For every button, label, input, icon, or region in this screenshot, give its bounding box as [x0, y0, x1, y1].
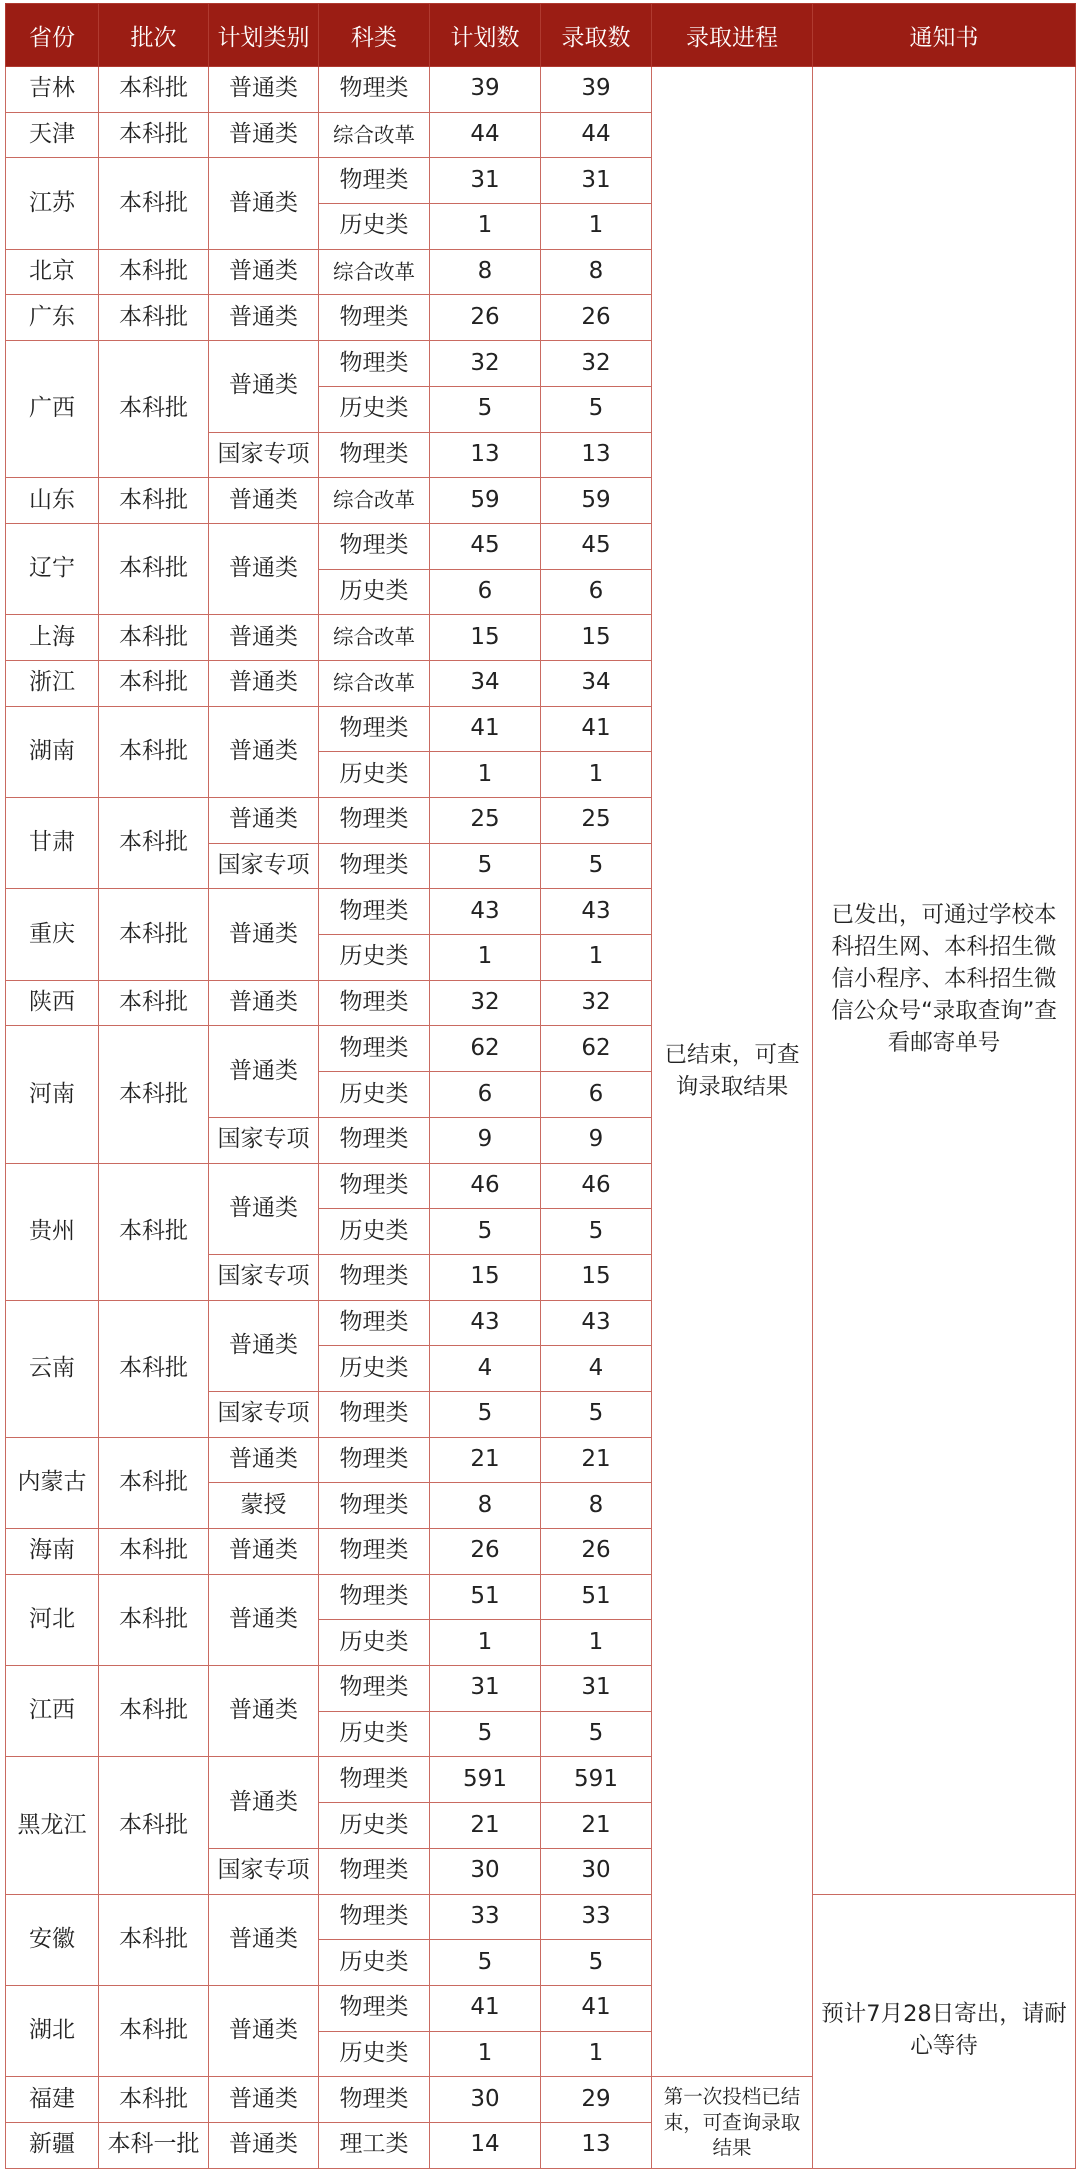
batch-cell: 本科批	[99, 112, 209, 158]
batch-cell: 本科批	[99, 1666, 209, 1757]
subject-cell: 综合改革	[319, 112, 430, 158]
admitted-count-cell: 21	[541, 1803, 652, 1849]
subject-cell: 物理类	[319, 1254, 430, 1300]
subject-cell: 历史类	[319, 569, 430, 615]
province-cell: 江苏	[6, 158, 99, 249]
plan-count-cell: 43	[430, 889, 541, 935]
batch-cell: 本科批	[99, 1529, 209, 1575]
subject-cell: 历史类	[319, 2031, 430, 2077]
subject-cell: 物理类	[319, 523, 430, 569]
subject-cell: 理工类	[319, 2122, 430, 2168]
batch-cell: 本科批	[99, 1163, 209, 1300]
subject-cell: 物理类	[319, 798, 430, 844]
admitted-count-cell: 1	[541, 204, 652, 250]
batch-cell: 本科批	[99, 295, 209, 341]
plan-count-cell: 21	[430, 1437, 541, 1483]
subject-cell: 物理类	[319, 1757, 430, 1803]
plan-count-cell: 15	[430, 615, 541, 661]
province-cell: 浙江	[6, 660, 99, 706]
batch-cell: 本科批	[99, 1026, 209, 1163]
subject-cell: 物理类	[319, 1437, 430, 1483]
plan-count-cell: 14	[430, 2122, 541, 2168]
plan-type-cell: 普通类	[209, 1529, 319, 1575]
progress-cell: 已结束，可查询录取结果	[652, 67, 813, 2077]
province-cell: 上海	[6, 615, 99, 661]
plan-type-cell: 普通类	[209, 249, 319, 295]
admitted-count-cell: 43	[541, 889, 652, 935]
plan-count-cell: 591	[430, 1757, 541, 1803]
subject-cell: 物理类	[319, 706, 430, 752]
admitted-count-cell: 8	[541, 1483, 652, 1529]
plan-count-cell: 5	[430, 1209, 541, 1255]
batch-cell: 本科批	[99, 478, 209, 524]
province-cell: 河北	[6, 1574, 99, 1665]
subject-cell: 历史类	[319, 1803, 430, 1849]
province-cell: 湖北	[6, 1985, 99, 2076]
header-row	[6, 4, 1076, 67]
batch-cell: 本科一批	[99, 2122, 209, 2168]
admitted-count-cell: 21	[541, 1437, 652, 1483]
admitted-count-cell: 31	[541, 158, 652, 204]
subject-cell: 物理类	[319, 1117, 430, 1163]
plan-count-cell: 15	[430, 1254, 541, 1300]
plan-count-cell: 31	[430, 1666, 541, 1712]
batch-cell: 本科批	[99, 889, 209, 980]
plan-count-cell: 6	[430, 569, 541, 615]
plan-count-cell: 62	[430, 1026, 541, 1072]
plan-type-cell: 普通类	[209, 1300, 319, 1391]
plan-count-cell: 43	[430, 1300, 541, 1346]
plan-type-cell: 国家专项	[209, 1117, 319, 1163]
admitted-count-cell: 29	[541, 2077, 652, 2123]
plan-type-cell: 普通类	[209, 615, 319, 661]
plan-type-cell: 普通类	[209, 158, 319, 249]
header-plan-count: 计划数	[430, 4, 541, 67]
subject-cell: 物理类	[319, 2077, 430, 2123]
plan-count-cell: 30	[430, 1848, 541, 1894]
province-cell: 广东	[6, 295, 99, 341]
admitted-count-cell: 13	[541, 432, 652, 478]
subject-cell: 综合改革	[319, 249, 430, 295]
subject-cell: 历史类	[319, 1072, 430, 1118]
admitted-count-cell: 1	[541, 2031, 652, 2077]
plan-count-cell: 5	[430, 1391, 541, 1437]
admitted-count-cell: 9	[541, 1117, 652, 1163]
batch-cell: 本科批	[99, 249, 209, 295]
plan-type-cell: 普通类	[209, 2122, 319, 2168]
admitted-count-cell: 15	[541, 1254, 652, 1300]
admitted-count-cell: 591	[541, 1757, 652, 1803]
admitted-count-cell: 45	[541, 523, 652, 569]
province-cell: 湖南	[6, 706, 99, 797]
admitted-count-cell: 5	[541, 1940, 652, 1986]
admitted-count-cell: 41	[541, 706, 652, 752]
plan-type-cell: 普通类	[209, 980, 319, 1026]
subject-cell: 物理类	[319, 1483, 430, 1529]
plan-type-cell: 普通类	[209, 1985, 319, 2076]
plan-count-cell: 31	[430, 158, 541, 204]
province-cell: 云南	[6, 1300, 99, 1437]
plan-count-cell: 46	[430, 1163, 541, 1209]
plan-type-cell: 普通类	[209, 1026, 319, 1117]
subject-cell: 综合改革	[319, 615, 430, 661]
subject-cell: 物理类	[319, 432, 430, 478]
plan-count-cell: 51	[430, 1574, 541, 1620]
plan-count-cell: 8	[430, 249, 541, 295]
admitted-count-cell: 51	[541, 1574, 652, 1620]
plan-type-cell: 国家专项	[209, 1848, 319, 1894]
progress-cell: 第一次投档已结束，可查询录取结果	[652, 2077, 813, 2168]
batch-cell: 本科批	[99, 1437, 209, 1528]
province-cell: 山东	[6, 478, 99, 524]
plan-count-cell: 34	[430, 660, 541, 706]
admitted-count-cell: 1	[541, 935, 652, 981]
province-cell: 福建	[6, 2077, 99, 2123]
plan-count-cell: 5	[430, 386, 541, 432]
subject-cell: 物理类	[319, 1391, 430, 1437]
plan-count-cell: 25	[430, 798, 541, 844]
province-cell: 陕西	[6, 980, 99, 1026]
plan-count-cell: 44	[430, 112, 541, 158]
plan-count-cell: 39	[430, 67, 541, 113]
header-subject: 科类	[319, 4, 430, 67]
batch-cell: 本科批	[99, 615, 209, 661]
subject-cell: 物理类	[319, 1985, 430, 2031]
plan-count-cell: 26	[430, 1529, 541, 1575]
subject-cell: 历史类	[319, 1620, 430, 1666]
plan-count-cell: 8	[430, 1483, 541, 1529]
province-cell: 贵州	[6, 1163, 99, 1300]
plan-count-cell: 21	[430, 1803, 541, 1849]
province-cell: 新疆	[6, 2122, 99, 2168]
plan-count-cell: 1	[430, 752, 541, 798]
admitted-count-cell: 25	[541, 798, 652, 844]
header-plan-type: 计划类别	[209, 4, 319, 67]
subject-cell: 历史类	[319, 1711, 430, 1757]
subject-cell: 物理类	[319, 1300, 430, 1346]
plan-count-cell: 13	[430, 432, 541, 478]
admitted-count-cell: 41	[541, 1985, 652, 2031]
plan-type-cell: 普通类	[209, 1574, 319, 1665]
admitted-count-cell: 6	[541, 569, 652, 615]
table-row	[6, 1894, 1076, 1940]
batch-cell: 本科批	[99, 1985, 209, 2076]
province-cell: 河南	[6, 1026, 99, 1163]
admitted-count-cell: 5	[541, 1209, 652, 1255]
subject-cell: 物理类	[319, 341, 430, 387]
plan-type-cell: 普通类	[209, 112, 319, 158]
subject-cell: 物理类	[319, 1666, 430, 1712]
plan-type-cell: 蒙授	[209, 1483, 319, 1529]
plan-type-cell: 普通类	[209, 67, 319, 113]
admitted-count-cell: 59	[541, 478, 652, 524]
plan-count-cell: 30	[430, 2077, 541, 2123]
subject-cell: 物理类	[319, 980, 430, 1026]
admission-table	[5, 3, 1076, 2169]
header-batch: 批次	[99, 4, 209, 67]
plan-count-cell: 26	[430, 295, 541, 341]
plan-count-cell: 1	[430, 935, 541, 981]
batch-cell: 本科批	[99, 706, 209, 797]
province-cell: 北京	[6, 249, 99, 295]
table-row	[6, 67, 1076, 113]
header-notice: 通知书	[813, 4, 1076, 67]
batch-cell: 本科批	[99, 341, 209, 478]
subject-cell: 物理类	[319, 843, 430, 889]
plan-type-cell: 普通类	[209, 523, 319, 614]
plan-type-cell: 普通类	[209, 1437, 319, 1483]
admitted-count-cell: 8	[541, 249, 652, 295]
plan-type-cell: 普通类	[209, 295, 319, 341]
admitted-count-cell: 26	[541, 1529, 652, 1575]
admitted-count-cell: 62	[541, 1026, 652, 1072]
province-cell: 广西	[6, 341, 99, 478]
batch-cell: 本科批	[99, 1757, 209, 1894]
admitted-count-cell: 5	[541, 843, 652, 889]
plan-count-cell: 1	[430, 204, 541, 250]
plan-type-cell: 普通类	[209, 889, 319, 980]
batch-cell: 本科批	[99, 1574, 209, 1665]
notice-cell: 预计7月28日寄出，请耐心等待	[813, 1894, 1076, 2168]
admitted-count-cell: 30	[541, 1848, 652, 1894]
subject-cell: 历史类	[319, 1940, 430, 1986]
subject-cell: 综合改革	[319, 478, 430, 524]
subject-cell: 物理类	[319, 158, 430, 204]
province-cell: 海南	[6, 1529, 99, 1575]
plan-count-cell: 5	[430, 1940, 541, 1986]
plan-type-cell: 普通类	[209, 660, 319, 706]
admitted-count-cell: 39	[541, 67, 652, 113]
admitted-count-cell: 33	[541, 1894, 652, 1940]
plan-type-cell: 国家专项	[209, 1391, 319, 1437]
province-cell: 辽宁	[6, 523, 99, 614]
plan-type-cell: 普通类	[209, 1894, 319, 1985]
province-cell: 吉林	[6, 67, 99, 113]
admitted-count-cell: 32	[541, 980, 652, 1026]
plan-type-cell: 国家专项	[209, 432, 319, 478]
plan-count-cell: 32	[430, 341, 541, 387]
batch-cell: 本科批	[99, 158, 209, 249]
subject-cell: 物理类	[319, 1026, 430, 1072]
plan-type-cell: 普通类	[209, 1163, 319, 1254]
admitted-count-cell: 26	[541, 295, 652, 341]
plan-count-cell: 1	[430, 1620, 541, 1666]
header-province: 省份	[6, 4, 99, 67]
plan-count-cell: 1	[430, 2031, 541, 2077]
plan-type-cell: 普通类	[209, 706, 319, 797]
admitted-count-cell: 15	[541, 615, 652, 661]
admitted-count-cell: 44	[541, 112, 652, 158]
plan-count-cell: 33	[430, 1894, 541, 1940]
plan-type-cell: 国家专项	[209, 1254, 319, 1300]
plan-count-cell: 41	[430, 1985, 541, 2031]
notice-cell: 已发出，可通过学校本科招生网、本科招生微信小程序、本科招生微信公众号“录取查询”查看邮寄单号	[813, 67, 1076, 1895]
plan-count-cell: 4	[430, 1346, 541, 1392]
plan-count-cell: 6	[430, 1072, 541, 1118]
province-cell: 江西	[6, 1666, 99, 1757]
admitted-count-cell: 1	[541, 752, 652, 798]
plan-type-cell: 普通类	[209, 341, 319, 432]
admitted-count-cell: 1	[541, 1620, 652, 1666]
admitted-count-cell: 32	[541, 341, 652, 387]
plan-count-cell: 41	[430, 706, 541, 752]
admitted-count-cell: 6	[541, 1072, 652, 1118]
header-progress: 录取进程	[652, 4, 813, 67]
admitted-count-cell: 5	[541, 386, 652, 432]
admitted-count-cell: 13	[541, 2122, 652, 2168]
plan-count-cell: 59	[430, 478, 541, 524]
table-body	[6, 67, 1076, 2169]
admitted-count-cell: 31	[541, 1666, 652, 1712]
province-cell: 黑龙江	[6, 1757, 99, 1894]
subject-cell: 物理类	[319, 1163, 430, 1209]
subject-cell: 物理类	[319, 1848, 430, 1894]
plan-type-cell: 普通类	[209, 1757, 319, 1848]
admitted-count-cell: 5	[541, 1391, 652, 1437]
batch-cell: 本科批	[99, 660, 209, 706]
subject-cell: 物理类	[319, 1894, 430, 1940]
plan-count-cell: 45	[430, 523, 541, 569]
province-cell: 内蒙古	[6, 1437, 99, 1528]
admitted-count-cell: 34	[541, 660, 652, 706]
plan-count-cell: 5	[430, 843, 541, 889]
header-admitted-count: 录取数	[541, 4, 652, 67]
subject-cell: 物理类	[319, 67, 430, 113]
subject-cell: 物理类	[319, 889, 430, 935]
batch-cell: 本科批	[99, 2077, 209, 2123]
batch-cell: 本科批	[99, 798, 209, 889]
province-cell: 天津	[6, 112, 99, 158]
plan-count-cell: 9	[430, 1117, 541, 1163]
admitted-count-cell: 46	[541, 1163, 652, 1209]
subject-cell: 物理类	[319, 1574, 430, 1620]
plan-type-cell: 普通类	[209, 1666, 319, 1757]
subject-cell: 历史类	[319, 386, 430, 432]
subject-cell: 历史类	[319, 1209, 430, 1255]
batch-cell: 本科批	[99, 1894, 209, 1985]
plan-count-cell: 32	[430, 980, 541, 1026]
admitted-count-cell: 4	[541, 1346, 652, 1392]
province-cell: 安徽	[6, 1894, 99, 1985]
province-cell: 重庆	[6, 889, 99, 980]
plan-type-cell: 国家专项	[209, 843, 319, 889]
plan-type-cell: 普通类	[209, 2077, 319, 2123]
batch-cell: 本科批	[99, 1300, 209, 1437]
province-cell: 甘肃	[6, 798, 99, 889]
subject-cell: 历史类	[319, 204, 430, 250]
subject-cell: 历史类	[319, 1346, 430, 1392]
batch-cell: 本科批	[99, 67, 209, 113]
plan-type-cell: 普通类	[209, 478, 319, 524]
batch-cell: 本科批	[99, 523, 209, 614]
plan-count-cell: 5	[430, 1711, 541, 1757]
subject-cell: 历史类	[319, 752, 430, 798]
subject-cell: 物理类	[319, 1529, 430, 1575]
subject-cell: 历史类	[319, 935, 430, 981]
plan-type-cell: 普通类	[209, 798, 319, 844]
admitted-count-cell: 5	[541, 1711, 652, 1757]
subject-cell: 综合改革	[319, 660, 430, 706]
subject-cell: 物理类	[319, 295, 430, 341]
admitted-count-cell: 43	[541, 1300, 652, 1346]
batch-cell: 本科批	[99, 980, 209, 1026]
